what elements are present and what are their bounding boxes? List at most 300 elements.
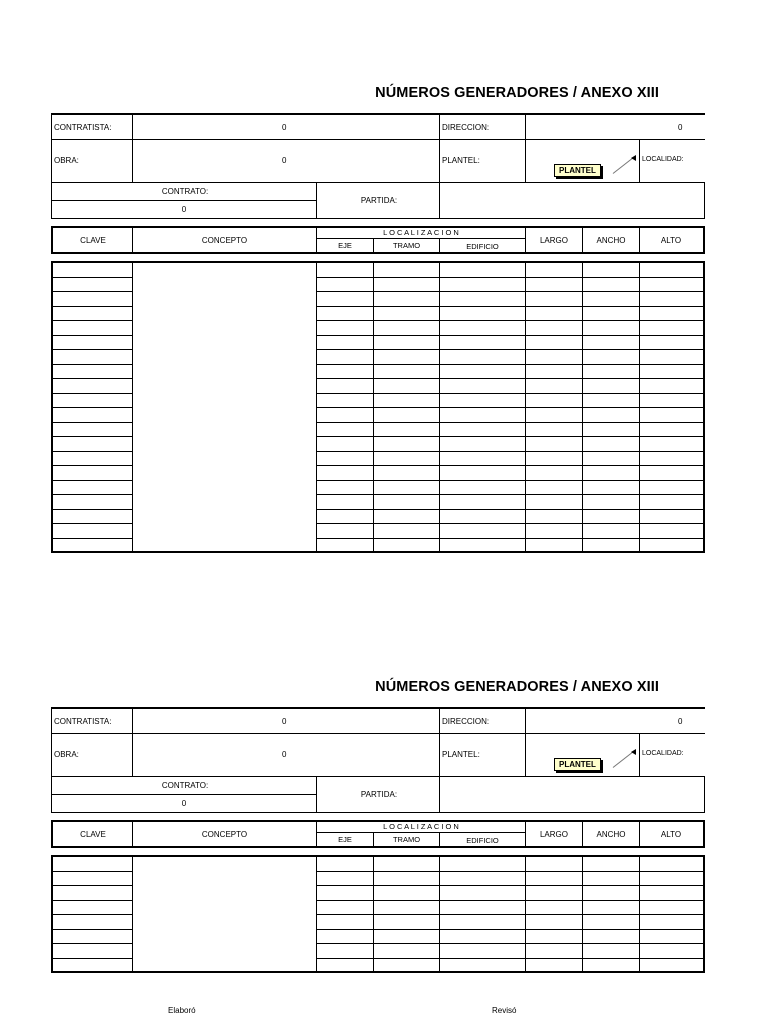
edificio-cell[interactable] (439, 307, 526, 322)
tramo-cell[interactable] (373, 263, 440, 278)
eje-cell[interactable] (316, 452, 374, 467)
table-row (51, 466, 705, 481)
alto-cell[interactable] (639, 886, 705, 901)
ancho-cell[interactable] (582, 452, 640, 467)
edificio-cell[interactable] (439, 292, 526, 307)
direccion-label-cell (439, 708, 526, 734)
direccion-label-cell (439, 114, 526, 140)
contrato-value-cell[interactable] (51, 200, 317, 219)
largo-cell[interactable] (525, 944, 583, 959)
table-row (51, 394, 705, 409)
direccion-value: 0 (678, 717, 683, 726)
alto-cell[interactable] (639, 944, 705, 959)
ancho-cell[interactable] (582, 278, 640, 293)
tramo-cell[interactable] (373, 307, 440, 322)
concepto-cell[interactable] (132, 872, 317, 887)
concepto-cell[interactable] (132, 408, 317, 423)
alto-cell[interactable] (639, 539, 705, 554)
eje-cell[interactable] (316, 857, 374, 872)
ancho-cell[interactable] (582, 466, 640, 481)
alto-cell[interactable] (639, 423, 705, 438)
alto-cell[interactable] (639, 263, 705, 278)
edificio-cell[interactable] (439, 408, 526, 423)
clave-cell[interactable] (51, 379, 133, 394)
edificio-cell[interactable] (439, 944, 526, 959)
largo-cell[interactable] (525, 307, 583, 322)
concepto-cell[interactable] (132, 336, 317, 351)
table-row (51, 263, 705, 278)
ancho-cell[interactable] (582, 915, 640, 930)
table-row (51, 278, 705, 293)
tramo-cell[interactable] (373, 423, 440, 438)
largo-cell[interactable] (525, 423, 583, 438)
edificio-cell[interactable] (439, 930, 526, 945)
alto-cell[interactable] (639, 307, 705, 322)
ancho-cell[interactable] (582, 959, 640, 974)
edificio-cell[interactable] (439, 495, 526, 510)
eje-cell[interactable] (316, 944, 374, 959)
alto-cell[interactable] (639, 510, 705, 525)
concepto-cell[interactable] (132, 321, 317, 336)
clave-cell[interactable] (51, 437, 133, 452)
obra-label: OBRA: (54, 750, 79, 759)
tramo-cell[interactable] (373, 959, 440, 974)
tramo-cell[interactable] (373, 524, 440, 539)
alto-cell[interactable] (639, 466, 705, 481)
largo-cell[interactable] (525, 452, 583, 467)
eje-cell[interactable] (316, 539, 374, 554)
ancho-cell[interactable] (582, 350, 640, 365)
ancho-cell[interactable] (582, 886, 640, 901)
ancho-cell[interactable] (582, 307, 640, 322)
obra-value-cell[interactable] (132, 733, 440, 777)
largo-cell[interactable] (525, 959, 583, 974)
contrato-value-cell[interactable] (51, 794, 317, 813)
clave-cell[interactable] (51, 857, 133, 872)
edificio-cell[interactable] (439, 466, 526, 481)
largo-cell[interactable] (525, 263, 583, 278)
largo-cell[interactable] (525, 466, 583, 481)
concepto-cell[interactable] (132, 524, 317, 539)
clave-cell[interactable] (51, 944, 133, 959)
partida-label-cell (316, 182, 440, 219)
tramo-cell[interactable] (373, 466, 440, 481)
edificio-cell[interactable] (439, 350, 526, 365)
clave-cell[interactable] (51, 423, 133, 438)
clave-cell[interactable] (51, 524, 133, 539)
ancho-cell[interactable] (582, 321, 640, 336)
col-tramo-label: TRAMO (392, 835, 421, 844)
tramo-cell[interactable] (373, 437, 440, 452)
clave-cell[interactable] (51, 350, 133, 365)
largo-cell[interactable] (525, 886, 583, 901)
alto-cell[interactable] (639, 495, 705, 510)
plantel-comment-tag[interactable]: PLANTEL (554, 164, 601, 177)
tramo-cell[interactable] (373, 278, 440, 293)
tramo-cell[interactable] (373, 930, 440, 945)
edificio-cell[interactable] (439, 481, 526, 496)
clave-cell[interactable] (51, 495, 133, 510)
edificio-cell[interactable] (439, 452, 526, 467)
edificio-cell[interactable] (439, 857, 526, 872)
clave-cell[interactable] (51, 466, 133, 481)
contratista-label-cell (51, 708, 133, 734)
tramo-cell[interactable] (373, 886, 440, 901)
concepto-cell[interactable] (132, 466, 317, 481)
eje-cell[interactable] (316, 466, 374, 481)
table-row (51, 495, 705, 510)
concepto-cell[interactable] (132, 886, 317, 901)
clave-cell[interactable] (51, 394, 133, 409)
eje-cell[interactable] (316, 307, 374, 322)
ancho-cell[interactable] (582, 336, 640, 351)
concepto-cell[interactable] (132, 944, 317, 959)
concepto-cell[interactable] (132, 915, 317, 930)
largo-cell[interactable] (525, 365, 583, 380)
largo-cell[interactable] (525, 872, 583, 887)
contratista-label: CONTRATISTA: (54, 123, 112, 132)
ancho-cell[interactable] (582, 510, 640, 525)
edificio-cell[interactable] (439, 872, 526, 887)
table-row (51, 408, 705, 423)
contratista-value-cell[interactable] (132, 708, 440, 734)
alto-cell[interactable] (639, 278, 705, 293)
table-row (51, 336, 705, 351)
table-row (51, 959, 705, 974)
tramo-cell[interactable] (373, 901, 440, 916)
eje-cell[interactable] (316, 481, 374, 496)
alto-cell[interactable] (639, 452, 705, 467)
tramo-cell[interactable] (373, 452, 440, 467)
ancho-cell[interactable] (582, 857, 640, 872)
tramo-cell[interactable] (373, 321, 440, 336)
eje-cell[interactable] (316, 930, 374, 945)
ancho-cell[interactable] (582, 292, 640, 307)
edificio-cell[interactable] (439, 336, 526, 351)
col-largo-label: LARGO (539, 830, 568, 839)
alto-cell[interactable] (639, 857, 705, 872)
col-largo-header (525, 820, 583, 848)
col-clave-header (51, 226, 133, 254)
alto-cell[interactable] (639, 930, 705, 945)
eje-cell[interactable] (316, 495, 374, 510)
localidad-cell (639, 733, 705, 777)
direccion-label: DIRECCION: (442, 717, 490, 726)
ancho-cell[interactable] (582, 379, 640, 394)
eje-cell[interactable] (316, 336, 374, 351)
comment-arrow-icon (631, 155, 636, 161)
form-title: NÚMEROS GENERADORES / ANEXO XIII (375, 679, 659, 695)
largo-cell[interactable] (525, 437, 583, 452)
partida-value-cell[interactable] (439, 776, 705, 813)
concepto-cell[interactable] (132, 365, 317, 380)
clave-cell[interactable] (51, 959, 133, 974)
largo-cell[interactable] (525, 495, 583, 510)
concepto-cell[interactable] (132, 857, 317, 872)
clave-cell[interactable] (51, 539, 133, 554)
direccion-value-cell[interactable] (525, 114, 705, 140)
largo-cell[interactable] (525, 278, 583, 293)
col-concepto-label: CONCEPTO (201, 830, 248, 839)
ancho-cell[interactable] (582, 930, 640, 945)
table-row (51, 872, 705, 887)
plantel-comment-tag[interactable]: PLANTEL (554, 758, 601, 771)
ancho-cell[interactable] (582, 408, 640, 423)
edificio-cell[interactable] (439, 510, 526, 525)
eje-cell[interactable] (316, 886, 374, 901)
eje-cell[interactable] (316, 872, 374, 887)
col-largo-header (525, 226, 583, 254)
largo-cell[interactable] (525, 292, 583, 307)
alto-cell[interactable] (639, 321, 705, 336)
obra-label: OBRA: (54, 156, 79, 165)
alto-cell[interactable] (639, 901, 705, 916)
eje-cell[interactable] (316, 379, 374, 394)
edificio-cell[interactable] (439, 379, 526, 394)
col-alto-header (639, 820, 705, 848)
contrato-label-cell (51, 182, 317, 201)
tramo-cell[interactable] (373, 394, 440, 409)
tramo-cell[interactable] (373, 510, 440, 525)
largo-cell[interactable] (525, 857, 583, 872)
eje-cell[interactable] (316, 423, 374, 438)
eje-cell[interactable] (316, 915, 374, 930)
ancho-cell[interactable] (582, 495, 640, 510)
eje-cell[interactable] (316, 524, 374, 539)
tramo-cell[interactable] (373, 379, 440, 394)
edificio-cell[interactable] (439, 886, 526, 901)
concepto-cell[interactable] (132, 278, 317, 293)
clave-cell[interactable] (51, 872, 133, 887)
eje-cell[interactable] (316, 365, 374, 380)
alto-cell[interactable] (639, 379, 705, 394)
plantel-label-cell (439, 733, 526, 777)
largo-cell[interactable] (525, 408, 583, 423)
obra-value-cell[interactable] (132, 139, 440, 183)
comment-arrow-icon (631, 749, 636, 755)
concepto-cell[interactable] (132, 930, 317, 945)
concepto-cell[interactable] (132, 452, 317, 467)
clave-cell[interactable] (51, 263, 133, 278)
alto-cell[interactable] (639, 394, 705, 409)
ancho-cell[interactable] (582, 437, 640, 452)
clave-cell[interactable] (51, 408, 133, 423)
concepto-cell[interactable] (132, 263, 317, 278)
partida-label: PARTIDA: (360, 196, 398, 205)
table-row (51, 857, 705, 872)
largo-cell[interactable] (525, 915, 583, 930)
reviso-label: Revisó (492, 1006, 517, 1015)
col-clave-label: CLAVE (80, 830, 106, 839)
alto-cell[interactable] (639, 336, 705, 351)
alto-cell[interactable] (639, 292, 705, 307)
ancho-cell[interactable] (582, 394, 640, 409)
tramo-cell[interactable] (373, 350, 440, 365)
alto-cell[interactable] (639, 915, 705, 930)
ancho-cell[interactable] (582, 365, 640, 380)
edificio-cell[interactable] (439, 959, 526, 974)
largo-cell[interactable] (525, 350, 583, 365)
table-row (51, 915, 705, 930)
col-largo-label: LARGO (539, 236, 568, 245)
edificio-cell[interactable] (439, 263, 526, 278)
edificio-cell[interactable] (439, 321, 526, 336)
tramo-cell[interactable] (373, 336, 440, 351)
edificio-cell[interactable] (439, 394, 526, 409)
eje-cell[interactable] (316, 321, 374, 336)
table-row (51, 930, 705, 945)
col-concepto-header (132, 226, 317, 254)
alto-cell[interactable] (639, 408, 705, 423)
largo-cell[interactable] (525, 524, 583, 539)
tramo-cell[interactable] (373, 481, 440, 496)
tramo-cell[interactable] (373, 915, 440, 930)
clave-cell[interactable] (51, 481, 133, 496)
largo-cell[interactable] (525, 539, 583, 554)
contratista-value-cell[interactable] (132, 114, 440, 140)
tramo-cell[interactable] (373, 495, 440, 510)
alto-cell[interactable] (639, 365, 705, 380)
eje-cell[interactable] (316, 901, 374, 916)
edificio-cell[interactable] (439, 901, 526, 916)
table-row (51, 452, 705, 467)
alto-cell[interactable] (639, 437, 705, 452)
ancho-cell[interactable] (582, 524, 640, 539)
concepto-cell[interactable] (132, 379, 317, 394)
largo-cell[interactable] (525, 379, 583, 394)
clave-cell[interactable] (51, 365, 133, 380)
concepto-cell[interactable] (132, 307, 317, 322)
eje-cell[interactable] (316, 959, 374, 974)
concepto-cell[interactable] (132, 394, 317, 409)
tramo-cell[interactable] (373, 365, 440, 380)
tramo-cell[interactable] (373, 408, 440, 423)
edificio-cell[interactable] (439, 539, 526, 554)
ancho-cell[interactable] (582, 263, 640, 278)
clave-cell[interactable] (51, 915, 133, 930)
table-row (51, 901, 705, 916)
ancho-cell[interactable] (582, 423, 640, 438)
table-row (51, 307, 705, 322)
partida-value-cell[interactable] (439, 182, 705, 219)
concepto-cell[interactable] (132, 437, 317, 452)
alto-cell[interactable] (639, 524, 705, 539)
ancho-cell[interactable] (582, 872, 640, 887)
form-title: NÚMEROS GENERADORES / ANEXO XIII (375, 85, 659, 101)
tramo-cell[interactable] (373, 944, 440, 959)
eje-cell[interactable] (316, 394, 374, 409)
ancho-cell[interactable] (582, 944, 640, 959)
alto-cell[interactable] (639, 872, 705, 887)
alto-cell[interactable] (639, 481, 705, 496)
clave-cell[interactable] (51, 307, 133, 322)
edificio-cell[interactable] (439, 278, 526, 293)
alto-cell[interactable] (639, 959, 705, 974)
edificio-cell[interactable] (439, 423, 526, 438)
largo-cell[interactable] (525, 901, 583, 916)
clave-cell[interactable] (51, 510, 133, 525)
largo-cell[interactable] (525, 930, 583, 945)
largo-cell[interactable] (525, 481, 583, 496)
tramo-cell[interactable] (373, 857, 440, 872)
table-row (51, 379, 705, 394)
clave-cell[interactable] (51, 336, 133, 351)
table-row (51, 292, 705, 307)
contratista-value: 0 (282, 717, 287, 726)
concepto-cell[interactable] (132, 481, 317, 496)
clave-cell[interactable] (51, 278, 133, 293)
clave-cell[interactable] (51, 886, 133, 901)
col-ancho-label: ANCHO (596, 236, 626, 245)
edificio-cell[interactable] (439, 915, 526, 930)
concepto-cell[interactable] (132, 901, 317, 916)
edificio-cell[interactable] (439, 524, 526, 539)
table-row (51, 539, 705, 554)
concepto-cell[interactable] (132, 495, 317, 510)
table-row (51, 437, 705, 452)
contrato-label: CONTRATO: (161, 781, 209, 790)
contratista-value: 0 (282, 123, 287, 132)
obra-value: 0 (282, 156, 287, 165)
clave-cell[interactable] (51, 321, 133, 336)
concepto-cell[interactable] (132, 292, 317, 307)
alto-cell[interactable] (639, 350, 705, 365)
clave-cell[interactable] (51, 930, 133, 945)
concepto-cell[interactable] (132, 539, 317, 554)
col-eje-label: EJE (338, 241, 352, 250)
eje-cell[interactable] (316, 408, 374, 423)
edificio-cell[interactable] (439, 365, 526, 380)
eje-cell[interactable] (316, 350, 374, 365)
col-concepto-label: CONCEPTO (201, 236, 248, 245)
concepto-cell[interactable] (132, 423, 317, 438)
clave-cell[interactable] (51, 292, 133, 307)
contratista-label: CONTRATISTA: (54, 717, 112, 726)
contratista-label-cell (51, 114, 133, 140)
ancho-cell[interactable] (582, 481, 640, 496)
col-localizacion-label: L O C A L I Z A C I O N (383, 228, 459, 237)
largo-cell[interactable] (525, 394, 583, 409)
largo-cell[interactable] (525, 336, 583, 351)
direccion-value-cell[interactable] (525, 708, 705, 734)
ancho-cell[interactable] (582, 901, 640, 916)
clave-cell[interactable] (51, 901, 133, 916)
col-eje-label: EJE (338, 835, 352, 844)
clave-cell[interactable] (51, 452, 133, 467)
contrato-value: 0 (181, 799, 187, 808)
concepto-cell[interactable] (132, 350, 317, 365)
edificio-cell[interactable] (439, 437, 526, 452)
col-eje-header (316, 238, 374, 254)
eje-cell[interactable] (316, 510, 374, 525)
largo-cell[interactable] (525, 510, 583, 525)
eje-cell[interactable] (316, 437, 374, 452)
col-alto-header (639, 226, 705, 254)
eje-cell[interactable] (316, 263, 374, 278)
col-alto-label: ALTO (660, 830, 682, 839)
eje-cell[interactable] (316, 278, 374, 293)
concepto-cell[interactable] (132, 510, 317, 525)
ancho-cell[interactable] (582, 539, 640, 554)
col-tramo-header (373, 832, 440, 848)
concepto-cell[interactable] (132, 959, 317, 974)
eje-cell[interactable] (316, 292, 374, 307)
tramo-cell[interactable] (373, 872, 440, 887)
col-tramo-label: TRAMO (392, 241, 421, 250)
tramo-cell[interactable] (373, 539, 440, 554)
largo-cell[interactable] (525, 321, 583, 336)
tramo-cell[interactable] (373, 292, 440, 307)
